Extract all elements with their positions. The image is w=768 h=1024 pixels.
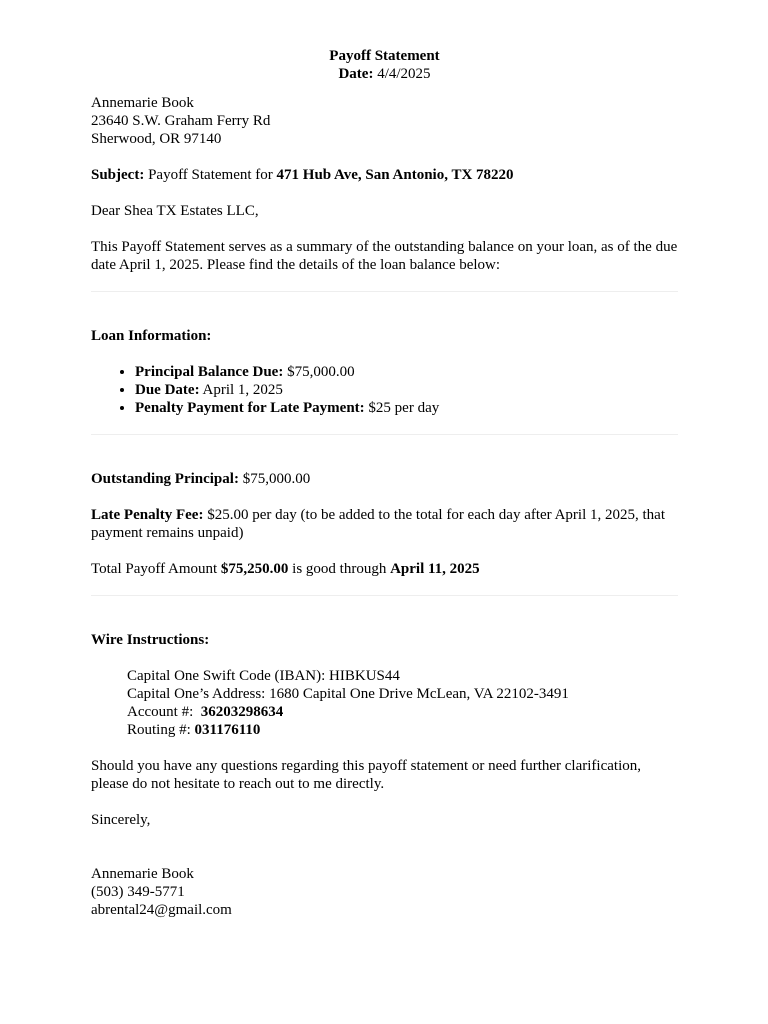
signer-email: abrental24@gmail.com xyxy=(91,902,232,918)
list-item: • Principal Balance Due: $75,000.00 xyxy=(135,363,678,381)
late-penalty-fee: Late Penalty Fee: $25.00 per day (to be added to the total for each day after April 1, 2025, that payment remains unpaid) xyxy=(91,507,665,541)
loan-info-heading: Loan Information: xyxy=(91,328,212,344)
total-payoff: Total Payoff Amount $75,250.00 is good through April 11, 2025 xyxy=(91,561,480,577)
date-value: 4/4/2025 xyxy=(377,66,431,82)
sender-name: Annemarie Book xyxy=(91,95,194,111)
swift-code: Capital One Swift Code (IBAN): HIBKUS44 xyxy=(127,668,400,684)
greeting: Dear Shea TX Estates LLC, xyxy=(91,203,259,219)
document-title: Payoff Statement xyxy=(329,48,440,64)
sign-off: Sincerely, xyxy=(91,812,151,828)
routing-number: Routing #: 031176110 xyxy=(127,722,261,738)
loan-info-list xyxy=(91,363,678,417)
account-number: Account #: 36203298634 xyxy=(127,704,284,720)
list-item: • Due Date: April 1, 2025 xyxy=(135,381,678,399)
sender-address xyxy=(91,94,678,148)
signer-phone: (503) 349-5771 xyxy=(91,884,185,900)
questions-paragraph: Should you have any questions regarding this payoff statement or need further clarification, please do not hesitate to reach out to me directly. xyxy=(91,758,641,792)
intro-paragraph: This Payoff Statement serves as a summary of the outstanding balance on your loan, as of the due date April 1, 2025. Please find the details of the loan balance below: xyxy=(91,239,678,273)
date-label: Date: xyxy=(338,66,374,82)
bank-address: Capital One’s Address: 1680 Capital One Drive McLean, VA 22102-3491 xyxy=(127,686,569,702)
signature-block xyxy=(91,865,678,919)
signer-name: Annemarie Book xyxy=(91,866,194,882)
total-amount: $75,250.00 xyxy=(220,561,289,577)
list-item: • Penalty Payment for Late Payment: $25 per day xyxy=(135,399,678,417)
good-through-date: April 11, 2025 xyxy=(390,561,480,577)
sender-city: Sherwood, OR 97140 xyxy=(91,131,222,147)
outstanding-principal: Outstanding Principal: $75,000.00 xyxy=(91,471,311,487)
wire-instructions xyxy=(91,667,678,739)
property-address: 471 Hub Ave, San Antonio, TX 78220 xyxy=(276,167,514,183)
document-date xyxy=(91,65,678,83)
letter-body xyxy=(91,47,678,919)
wire-heading: Wire Instructions: xyxy=(91,632,210,648)
subject-line: Subject: Payoff Statement for 471 Hub Ave, San Antonio, TX 78220 xyxy=(91,167,514,183)
sender-street: 23640 S.W. Graham Ferry Rd xyxy=(91,113,271,129)
